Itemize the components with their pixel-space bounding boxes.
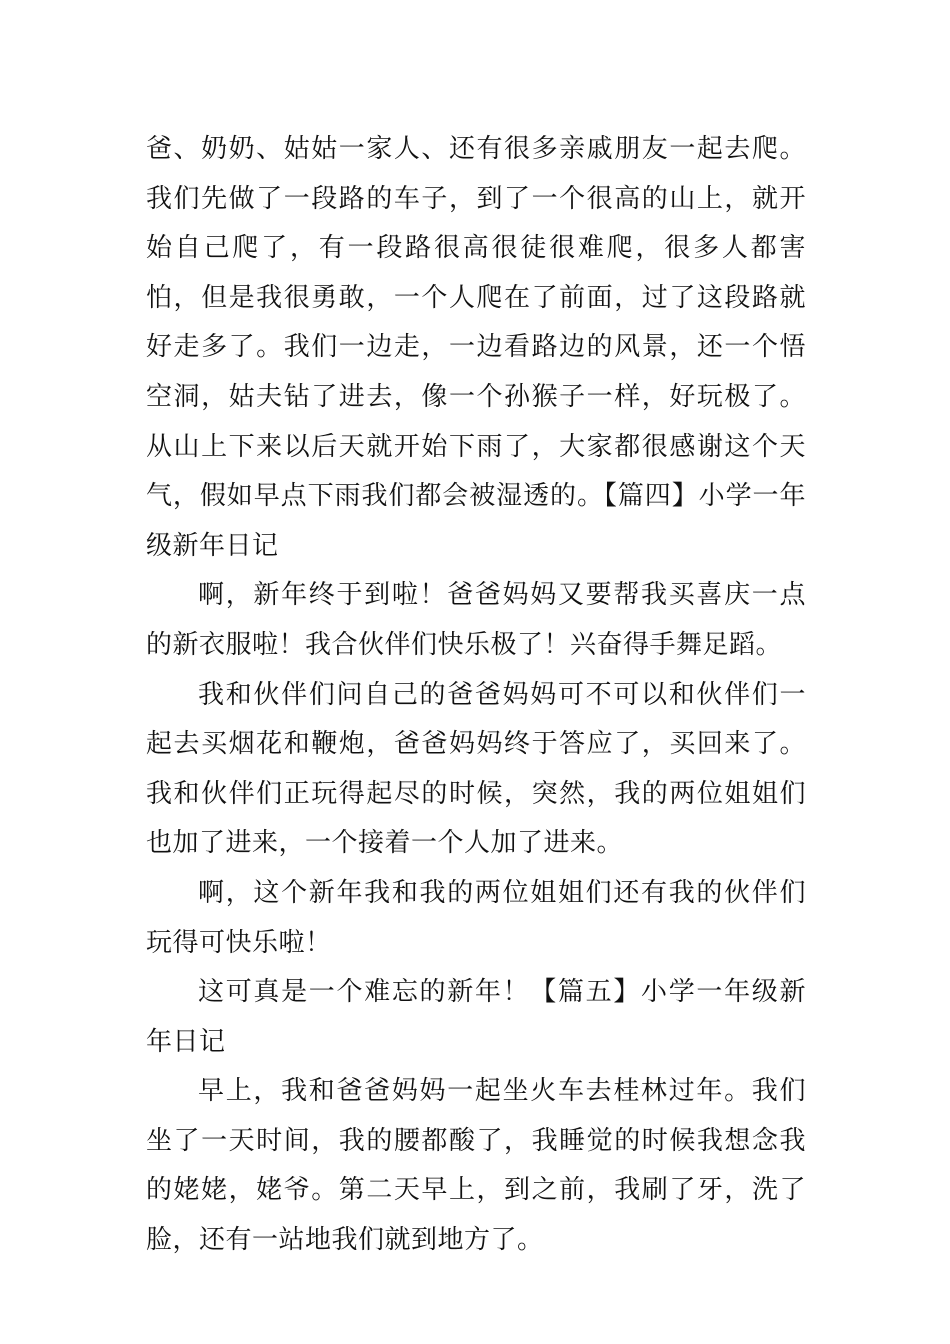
paragraph-1: 爸、奶奶、姑姑一家人、还有很多亲戚朋友一起去爬。我们先做了一段路的车子，到了一个很高的山上，就开始自己爬了，有一段路很高很徒很难爬，很多人都害怕，但是我很勇敢，一个人爬在了前面，过了这段路就好走多了。我们一边走，一边看路边的风景，还一个悟空洞，姑夫钻了进去，像一个孙猴子一样，好玩极了。从山上下来以后天就开始下雨了，大家都很感谢这个天气，假如早点下雨我们都会被湿透的。【篇四】小学一年级新年日记 (146, 134, 806, 561)
paragraph-3: 我和伙伴们问自己的爸爸妈妈可不可以和伙伴们一起去买烟花和鞭炮，爸爸妈妈终于答应了，买回来了。我和伙伴们正玩得起尽的时候，突然，我的两位姐姐们也加了进来，一个接着一个人加了进来。 (146, 679, 806, 859)
paragraph-6: 早上，我和爸爸妈妈一起坐火车去桂林过年。我们坐了一天时间，我的腰都酸了，我睡觉的时候我想念我的姥姥，姥爷。第二天早上，到之前，我刷了牙，洗了脸，还有一站地我们就到地方了。 (146, 1076, 806, 1256)
paragraph-5: 这可真是一个难忘的新年！【篇五】小学一年级新年日记 (146, 977, 806, 1057)
paragraph-4: 啊，这个新年我和我的两位姐姐们还有我的伙伴们玩得可快乐啦！ (146, 877, 806, 958)
paragraph-2: 啊，新年终于到啦！爸爸妈妈又要帮我买喜庆一点的新衣服啦！我合伙伴们快乐极了！兴奋得手舞足蹈。 (146, 580, 806, 660)
document-body (146, 125, 806, 1266)
